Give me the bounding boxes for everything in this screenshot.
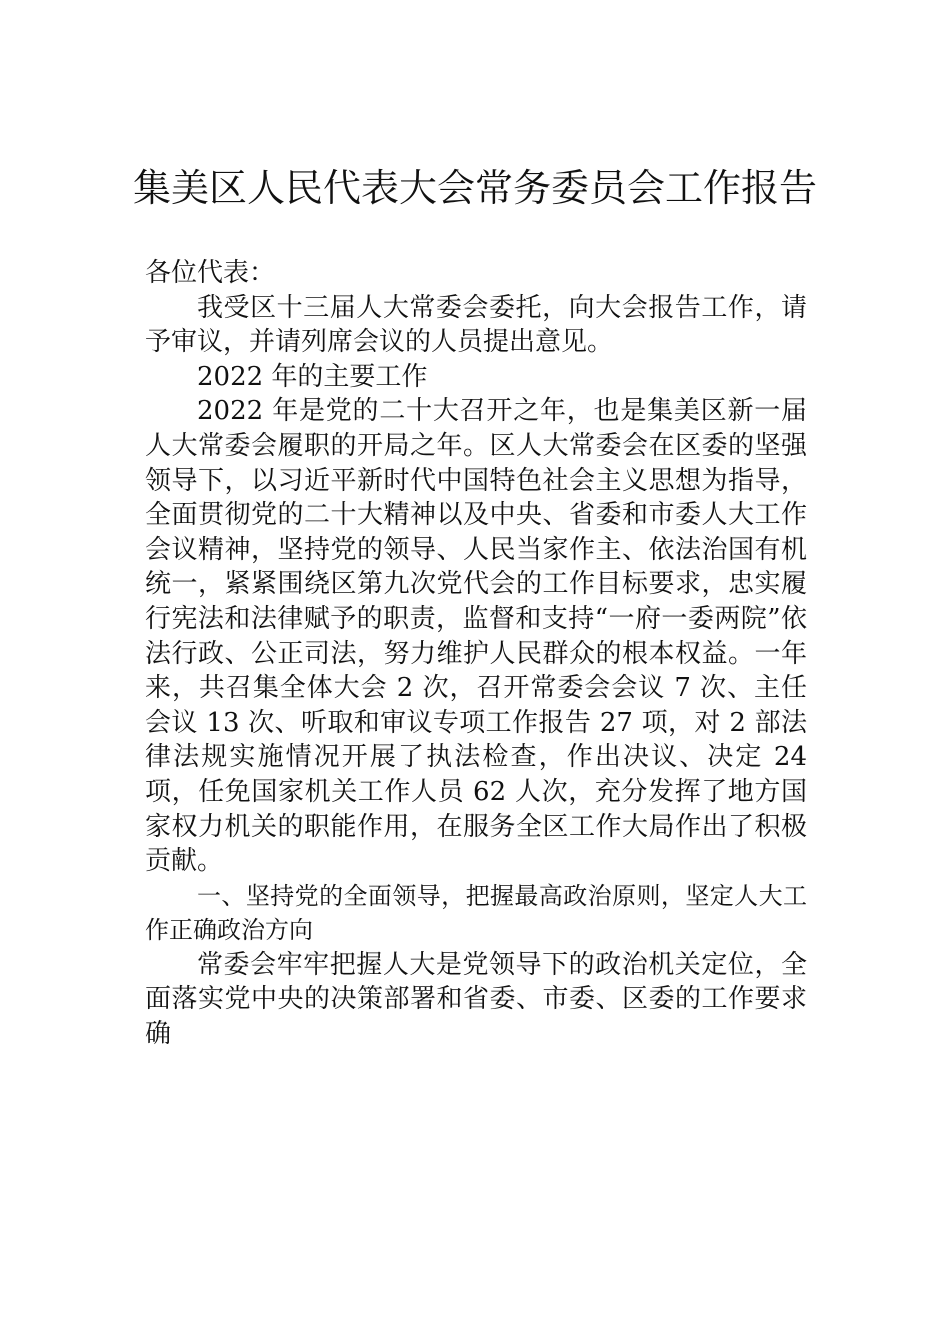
main-paragraph: 2022 年是党的二十大召开之年，也是集美区新一届人大常委会履职的开局之年。区人大常委会在区委的坚强领导下，以习近平新时代中国特色社会主义思想为指导，全面贯彻党的二十大精神以及中央、省委和市委人大工作会议精神，坚持党的领导、人民当家作主、依法治国有机统一，紧紧围绕区第九次党代会的工作目标要求，忠实履行宪法和法律赋予的职责，监督和支持“一府一委两院”依法行政、公正司法，努力维护人民群众的根本权益。一年来，共召集全体大会 2 次，召开常委会会议 7 次、主任会议 13 次、听取和审议专项工作报告 27 项，对 2 部法律法规实施情况开展了执法检查，作出决议、决定 24 项，任免国家机关工作人员 62 人次，充分发挥了地方国家权力机关的职能作用，在服务全区工作大局作出了积极贡献。: [145, 396, 807, 877]
salutation: 各位代表：: [145, 258, 276, 288]
document-body: [145, 256, 807, 1052]
heading-one: 一、坚持党的全面领导，把握最高政治原则，坚定人大工作正确政治方向: [145, 881, 807, 945]
document-title: 集美区人民代表大会常务委员会工作报告: [132, 166, 817, 210]
intro-paragraph: 我受区十三届人大常委会委托，向大会报告工作，请予审议，并请列席会议的人员提出意见。: [145, 292, 807, 358]
section-title: 2022 年的主要工作: [197, 361, 428, 392]
closing-paragraph: 常委会牢牢把握人大是党领导下的政治机关定位，全面落实党中央的决策部署和省委、市委、区委的工作要求确: [145, 949, 807, 1050]
